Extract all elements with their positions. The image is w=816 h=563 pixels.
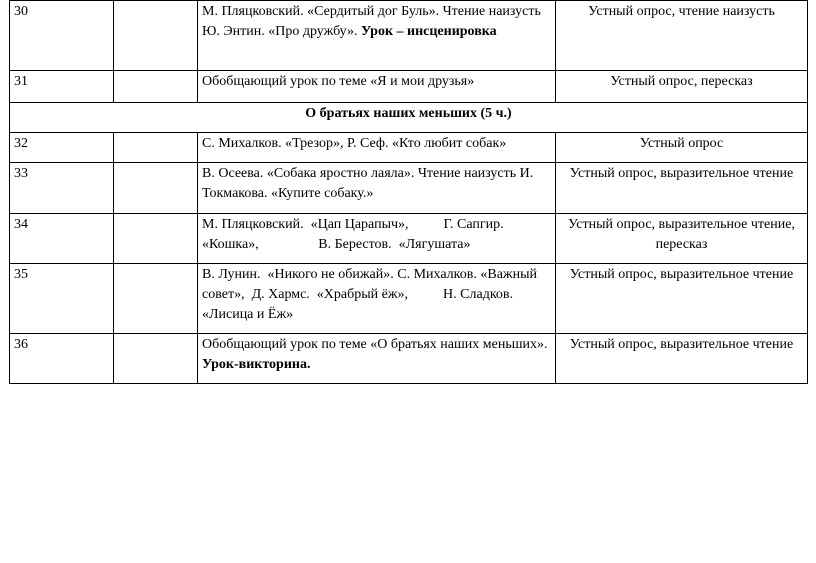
section-heading: О братьях наших меньших (5 ч.) — [10, 103, 808, 133]
lesson-number: 35 — [10, 264, 114, 334]
control-form: Устный опрос, выразительное чтение, пересказ — [556, 214, 808, 264]
lesson-topic: М. Пляцковский. «Цап Царапыч», Г. Сапгир. «Кошка», В. Берестов. «Лягушата» — [198, 214, 556, 264]
date-cell — [114, 1, 198, 71]
control-form: Устный опрос, чтение наизусть — [556, 1, 808, 71]
control-form: Устный опрос — [556, 133, 808, 163]
date-cell — [114, 214, 198, 264]
control-form: Устный опрос, пересказ — [556, 71, 808, 103]
table-row — [10, 1, 808, 71]
date-cell — [114, 71, 198, 103]
table-row — [10, 334, 808, 384]
table-row — [10, 264, 808, 334]
table-row — [10, 71, 808, 103]
lesson-number: 30 — [10, 1, 114, 71]
control-form: Устный опрос, выразительное чтение — [556, 264, 808, 334]
lesson-number: 31 — [10, 71, 114, 103]
date-cell — [114, 163, 198, 214]
lesson-number: 32 — [10, 133, 114, 163]
lesson-topic: В. Осеева. «Собака яростно лаяла». Чтение наизусть И. Токмакова. «Купите собаку.» — [198, 163, 556, 214]
lesson-number: 33 — [10, 163, 114, 214]
lesson-topic: С. Михалков. «Трезор», Р. Сеф. «Кто любит собак» — [198, 133, 556, 163]
lesson-type: Урок-викторина. — [202, 357, 311, 372]
lesson-number: 34 — [10, 214, 114, 264]
lesson-number: 36 — [10, 334, 114, 384]
section-row — [10, 103, 808, 133]
control-form: Устный опрос, выразительное чтение — [556, 334, 808, 384]
table-row — [10, 163, 808, 214]
lesson-topic: Обобщающий урок по теме «О братьях наших меньших». Урок-викторина. — [198, 334, 556, 384]
lesson-topic: В. Лунин. «Никого не обижай». С. Михалков. «Важный совет», Д. Хармс. «Храбрый ёж», Н. Сладков. «Лисица и Ёж» — [198, 264, 556, 334]
date-cell — [114, 264, 198, 334]
control-form: Устный опрос, выразительное чтение — [556, 163, 808, 214]
lesson-plan-table — [9, 0, 808, 384]
lesson-topic: М. Пляцковский. «Сердитый дог Буль». Чтение наизусть Ю. Энтин. «Про дружбу». Урок – инсценировка — [198, 1, 556, 71]
lesson-type: Урок – инсценировка — [361, 24, 497, 39]
table-row — [10, 214, 808, 264]
date-cell — [114, 133, 198, 163]
lesson-topic: Обобщающий урок по теме «Я и мои друзья» — [198, 71, 556, 103]
table-row — [10, 133, 808, 163]
date-cell — [114, 334, 198, 384]
